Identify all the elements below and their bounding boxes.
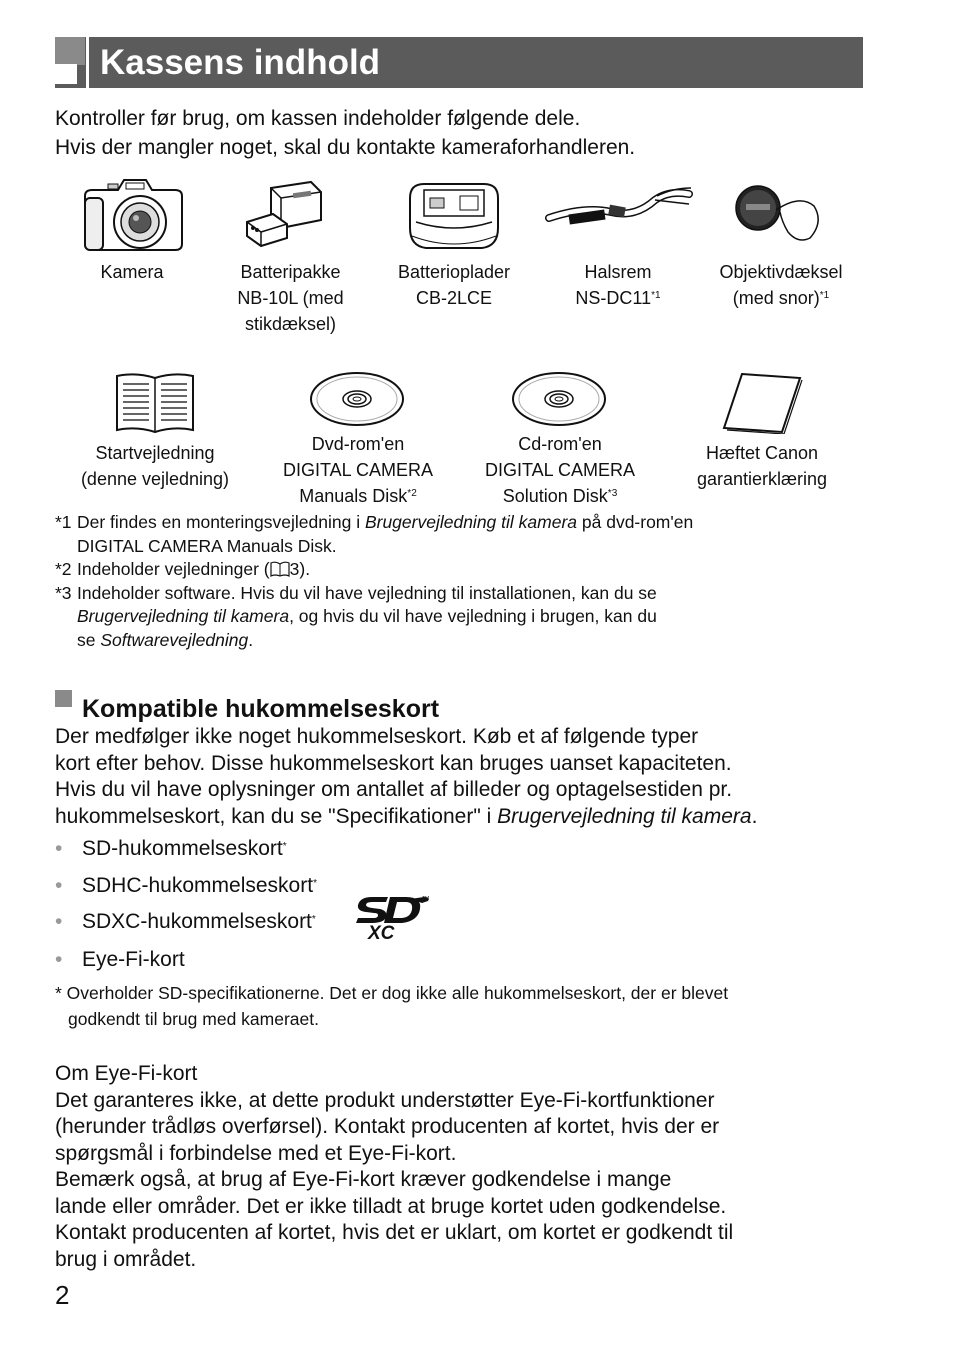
footnotes xyxy=(55,511,855,652)
footnote-2: *2 Indeholder vejledninger ( 3). xyxy=(55,559,311,579)
item-battery: Batteripakke NB-10L (med stikdæksel) xyxy=(237,262,344,334)
booklet-icon xyxy=(720,372,804,434)
battery-icon xyxy=(243,178,325,250)
item-cd: Cd-rom'en DIGITAL CAMERA Solution Disk$^{*3}$ xyxy=(484,434,636,506)
svg-text:TM: TM xyxy=(422,896,430,902)
dvd-icon xyxy=(309,371,405,427)
title-decoration xyxy=(55,37,85,65)
lens-cap-icon xyxy=(730,182,826,244)
title-decoration-notch xyxy=(55,64,77,84)
section-title: Kompatible hukommelseskort xyxy=(82,695,440,723)
book-ref-icon xyxy=(270,561,290,577)
intro-line-2: Hvis der mangler noget, skal du kontakte kameraforhandleren. xyxy=(55,136,636,159)
item-lens-cap: Objektivdæksel (med snor)$^{*1}$ xyxy=(719,262,843,308)
item-warranty: Hæftet Canon garantierklæring xyxy=(696,443,828,489)
strap-icon xyxy=(545,184,693,232)
sdxc-logo-icon xyxy=(354,893,432,941)
item-start-guide: Startvejledning (denne vejledning) xyxy=(80,443,230,489)
camera-icon xyxy=(80,176,185,252)
item-dvd: Dvd-rom'en DIGITAL CAMERA Manuals Disk$^{*2}$ xyxy=(282,434,434,506)
cd-icon xyxy=(511,371,607,427)
book-icon xyxy=(114,372,196,434)
cards-note: * Overholder SD-specifikationerne. Det er dog ikke alle hukommelseskort, der er blevet godkendt til brug med kameraet. xyxy=(55,983,729,1029)
eyefi-heading: Om Eye-Fi-kort xyxy=(55,1062,198,1085)
footnote-3: *3 Indeholder software. Hvis du vil have vejledning til installationen, kan du se Brugervejledning til kamera, og hvis du vil have vejledning i brugen, kan du se Softwarevejledning. xyxy=(55,582,657,650)
title-decoration-divider xyxy=(86,37,89,88)
item-strap: Halsrem NS-DC11$^{*1}$ xyxy=(575,262,661,308)
page-title: Kassens indhold xyxy=(100,43,381,82)
page-number: 2 xyxy=(55,1280,70,1310)
eyefi-section: Om Eye-Fi-kort Det garanteres ikke, at dette produkt understøtter Eye-Fi-kortfunktioner (herunder trådløs overførsel). Kontakt producenten af kortet, hvis der er spørgsmål i forbindelse med et Eye-Fi-kort. Bemærk også, at brug af Eye-Fi-kort kræver godkendelse i mange lande eller områder. Det er ikke tilladt at bruge kortet uden godkendelse. Kontakt producenten af kortet, hvis det er uklart, om kortet er godkendt til brug i området. xyxy=(55,1061,895,1273)
svg-text:XC: XC xyxy=(368,923,395,941)
item-charger: Batterioplader CB-2LCE xyxy=(397,262,511,308)
charger-icon xyxy=(404,176,504,254)
intro-line-1: Kontroller før brug, om kassen indeholder følgende dele. xyxy=(55,107,581,130)
footnote-1: *1 Der findes en monteringsvejledning i Brugervejledning til kamera på dvd-rom'en DIGITAL CAMERA Manuals Disk. xyxy=(55,512,694,556)
section-marker xyxy=(55,690,72,707)
cards-description: Der medfølger ikke noget hukommelseskort. Køb et af følgende typer kort efter behov. Disse hukommelseskort kan bruges uanset kapaciteten. Hvis du vil have oplysninger om antallet af billeder og optagelsestiden pr. hukommelseskort, kan du se "Specifikationer" i Brugervejledning til kamera. xyxy=(55,725,758,828)
item-camera: Kamera xyxy=(100,262,164,282)
intro-text xyxy=(55,104,635,162)
